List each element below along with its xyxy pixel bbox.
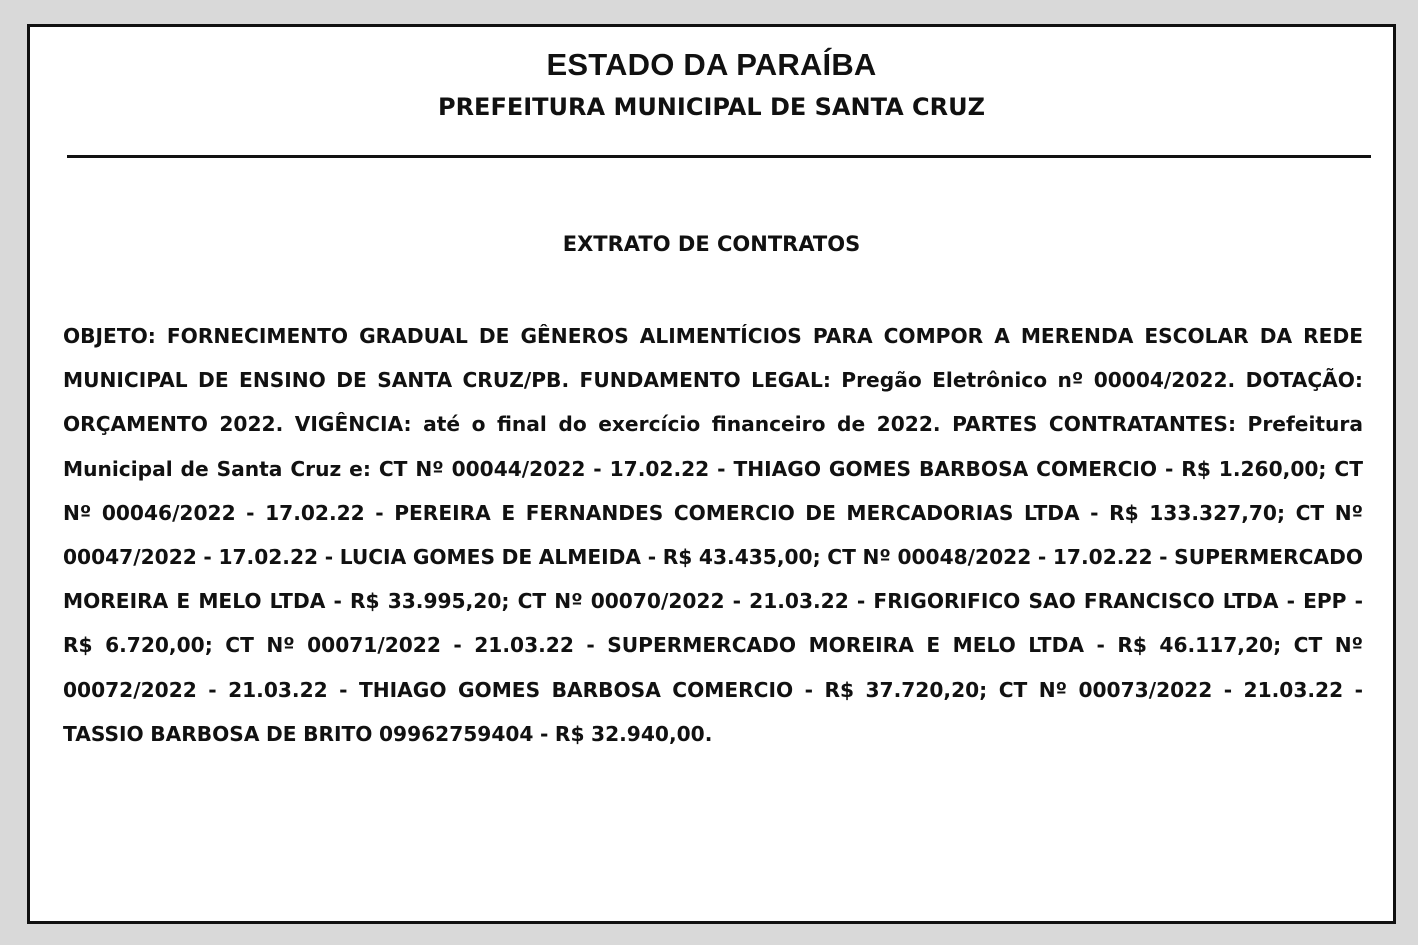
state-heading: ESTADO DA PARAÍBA	[546, 47, 877, 82]
document-frame	[27, 24, 1396, 924]
contract-extract-body: OBJETO: FORNECIMENTO GRADUAL DE GÊNEROS ALIMENTÍCIOS PARA COMPOR A MERENDA ESCOLAR DA REDE MUNICIPAL DE ENSINO DE SANTA CRUZ/PB. FUNDAMENTO LEGAL: Pregão Eletrônico nº 00004/2022. DOTAÇÃO: ORÇAMENTO 2022. VIGÊNCIA: até o final do exercício financeiro de 2022. PARTES CONTRATANTES: Prefeitura Municipal de Santa Cruz e: CT Nº 00044/2022 - 17.02.22 - THIAGO GOMES BARBOSA COMERCIO - R$ 1.260,00; CT Nº 00046/2022 - 17.02.22 - PEREIRA E FERNANDES COMERCIO DE MERCADORIAS LTDA - R$ 133.327,70; CT Nº 00047/2022 - 17.02.22 - LUCIA GOMES DE ALMEIDA - R$ 43.435,00; CT Nº 00048/2022 - 17.02.22 - SUPERMERCADO MOREIRA E MELO LTDA - R$ 33.995,20; CT Nº 00070/2022 - 21.03.22 - FRIGORIFICO SAO FRANCISCO LTDA - EPP - R$ 6.720,00; CT Nº 00071/2022 - 21.03.22 - SUPERMERCADO MOREIRA E MELO LTDA - R$ 46.117,20; CT Nº 00072/2022 - 21.03.22 - THIAGO GOMES BARBOSA COMERCIO - R$ 37.720,20; CT Nº 00073/2022 - 21.03.22 - TASSIO BARBOSA DE BRITO 09962759404 - R$ 32.940,00.	[63, 324, 1363, 746]
header-divider	[67, 155, 1371, 158]
document-title: EXTRATO DE CONTRATOS	[562, 232, 861, 256]
municipality-heading: PREFEITURA MUNICIPAL DE SANTA CRUZ	[437, 93, 986, 121]
